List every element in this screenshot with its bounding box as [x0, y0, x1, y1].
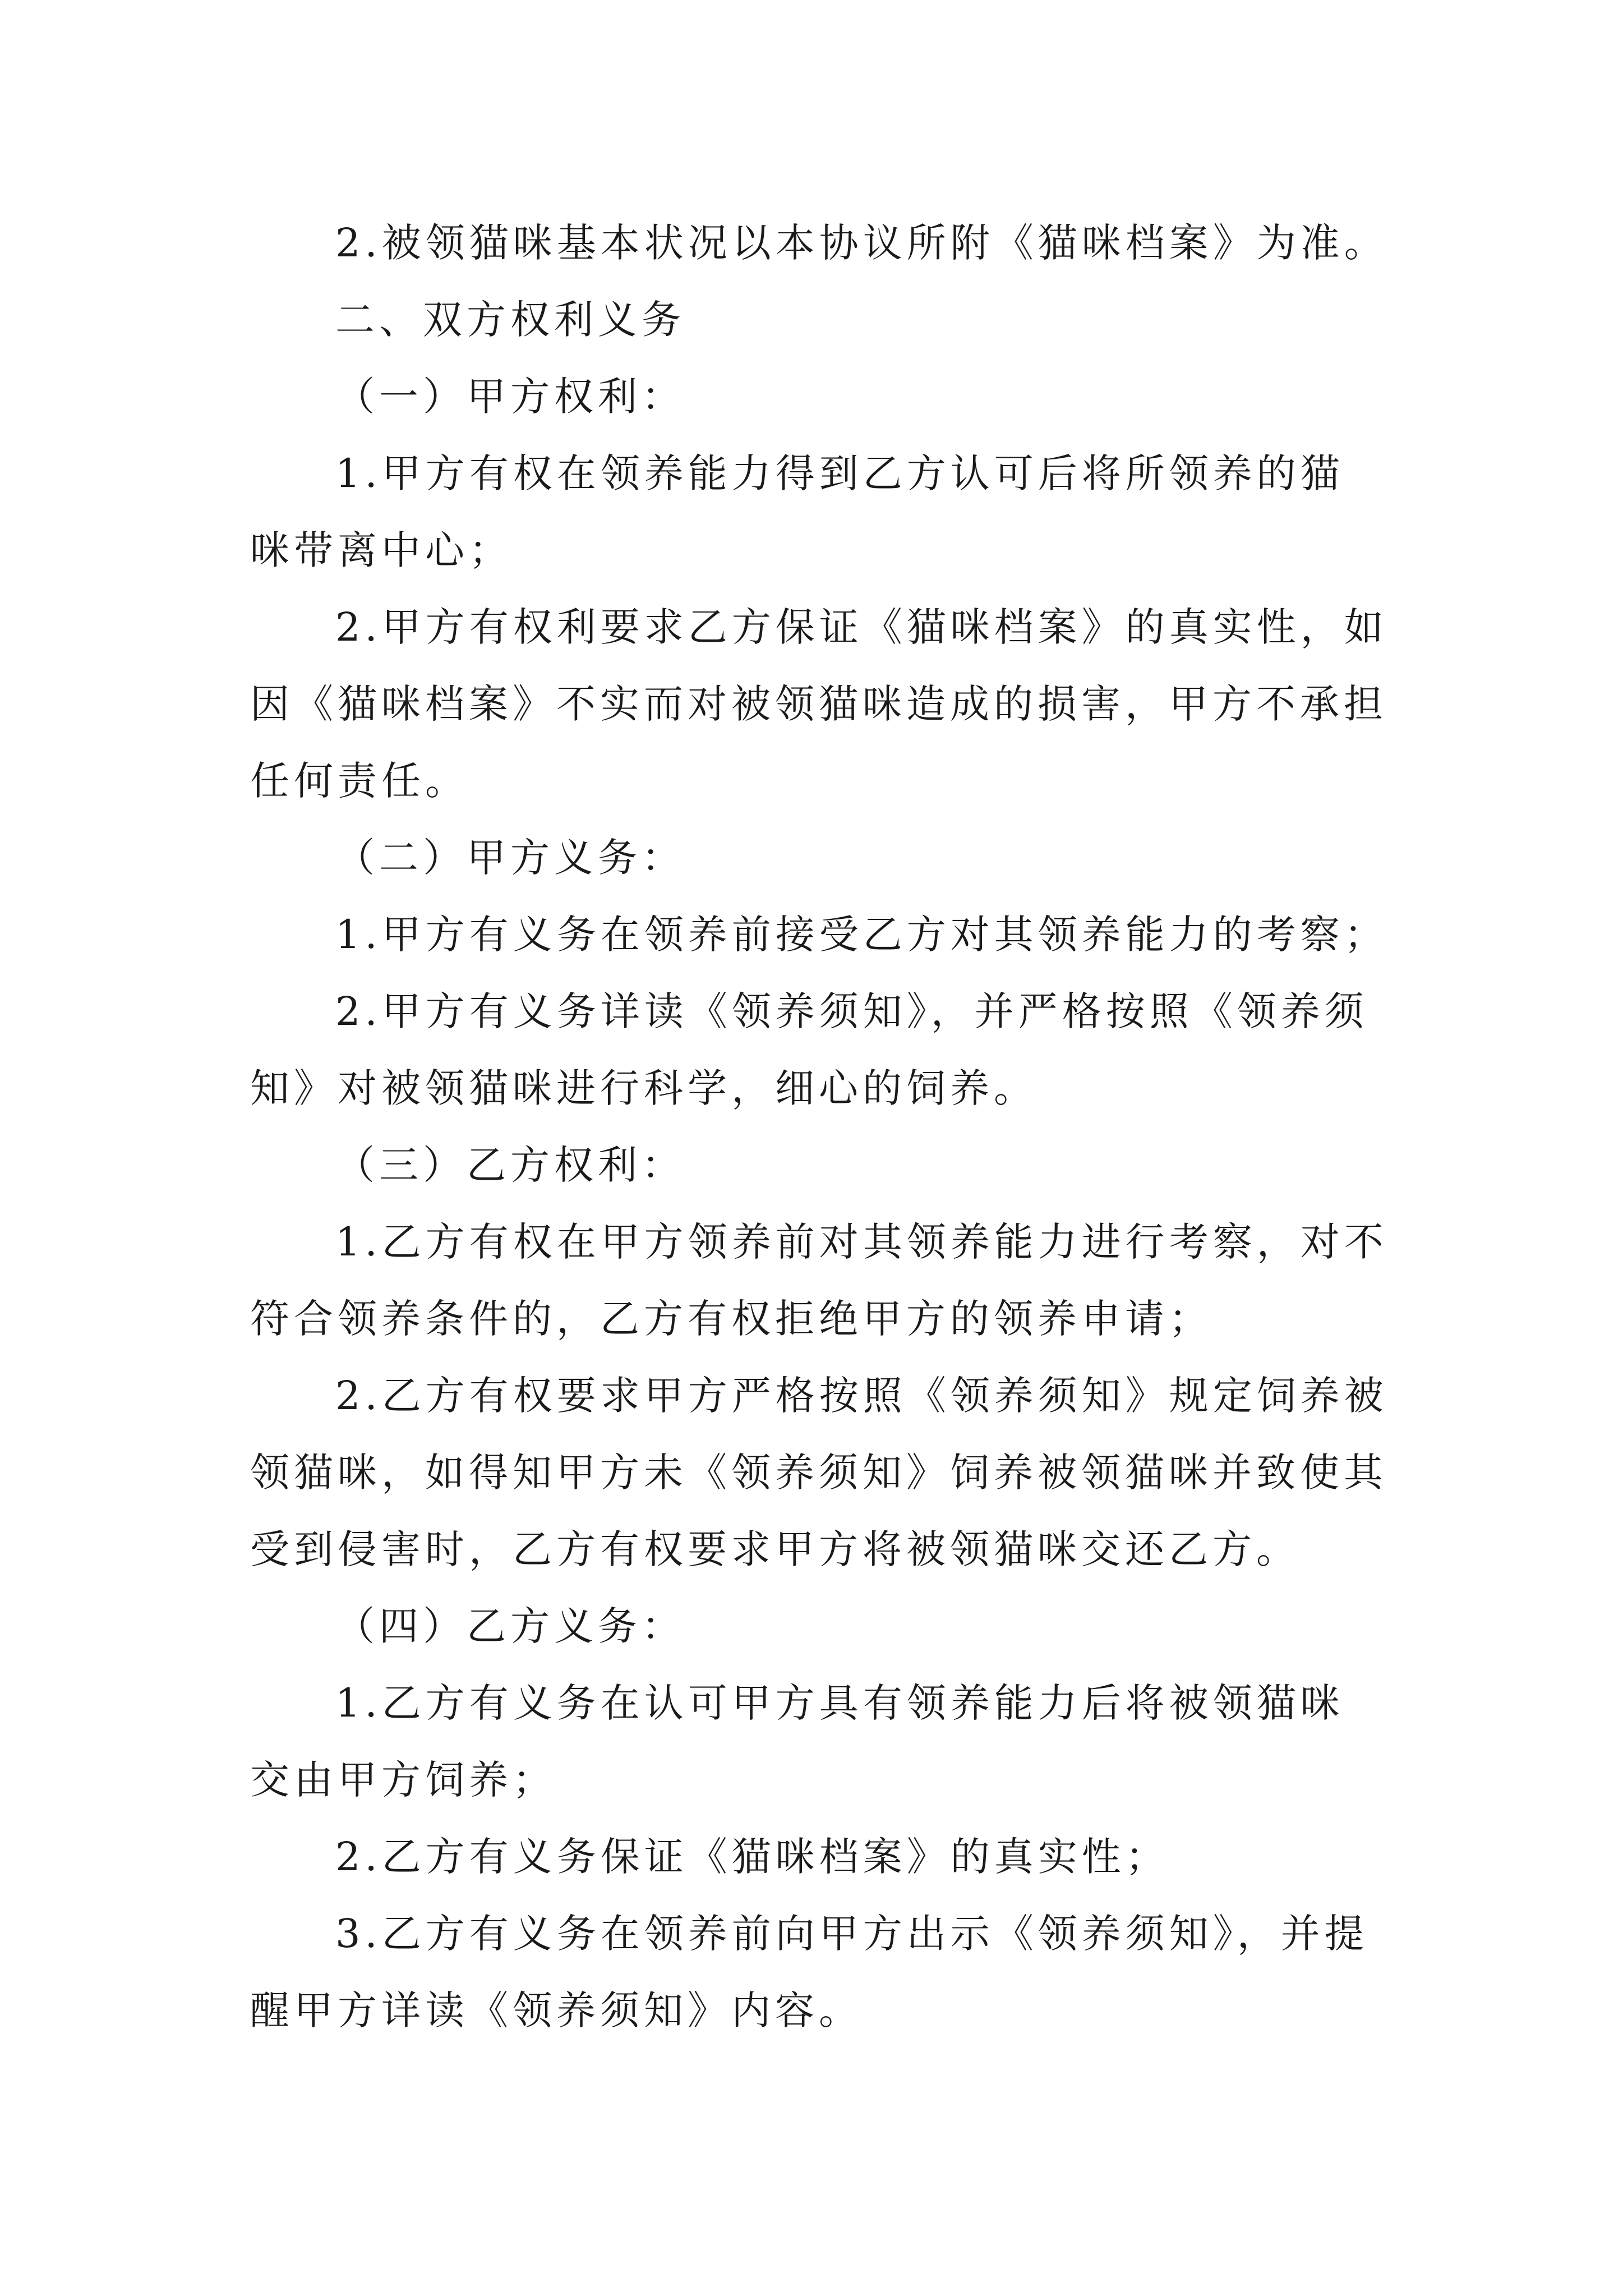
clause-line: 3.乙方有义务在领养前向甲方出示《领养须知》，并提: [335, 1911, 1368, 1957]
subsection-heading: （三）乙方权利：: [335, 1142, 685, 1188]
clause-line: 任何责任。: [250, 758, 469, 804]
section-heading: 二、双方权利义务: [335, 297, 685, 343]
clause-line: 1.乙方有权在甲方领养前对其领养能力进行考察，对不: [335, 1219, 1388, 1265]
clause-line: 因《猫咪档案》不实而对被领猫咪造成的损害，甲方不承担: [250, 681, 1387, 727]
clause-line: 醒甲方详读《领养须知》内容。: [250, 1987, 863, 2033]
clause-line: 1.乙方有义务在认可甲方具有领养能力后将被领猫咪: [335, 1680, 1344, 1726]
clause-line: 1.甲方有义务在领养前接受乙方对其领养能力的考察；: [335, 912, 1388, 958]
clause-line: 交由甲方饲养；: [250, 1757, 556, 1803]
clause-line: 符合领养条件的，乙方有权拒绝甲方的领养申请；: [250, 1296, 1212, 1342]
clause-line: 咪带离中心；: [250, 527, 513, 573]
subsection-heading: （一）甲方权利：: [335, 374, 685, 420]
document-body: [250, 205, 1484, 2049]
clause-line: 知》对被领猫咪进行科学，细心的饲养。: [250, 1065, 1038, 1111]
clause-line: 1.甲方有权在领养能力得到乙方认可后将所领养的猫: [335, 450, 1344, 496]
clause-line: 2.乙方有权要求甲方严格按照《领养须知》规定饲养被: [335, 1373, 1388, 1419]
subsection-heading: （四）乙方义务：: [335, 1603, 685, 1649]
clause-line: 2.被领猫咪基本状况以本协议所附《猫咪档案》为准。: [335, 220, 1388, 266]
clause-line: 2.甲方有权利要求乙方保证《猫咪档案》的真实性，如: [335, 604, 1388, 650]
subsection-heading: （二）甲方义务：: [335, 835, 685, 881]
clause-line: 领猫咪，如得知甲方未《领养须知》饲养被领猫咪并致使其: [250, 1450, 1387, 1496]
clause-line: 受到侵害时，乙方有权要求甲方将被领猫咪交还乙方。: [250, 1526, 1300, 1572]
clause-line: 2.甲方有义务详读《领养须知》，并严格按照《领养须: [335, 988, 1368, 1034]
clause-line: 2.乙方有义务保证《猫咪档案》的真实性；: [335, 1834, 1169, 1880]
